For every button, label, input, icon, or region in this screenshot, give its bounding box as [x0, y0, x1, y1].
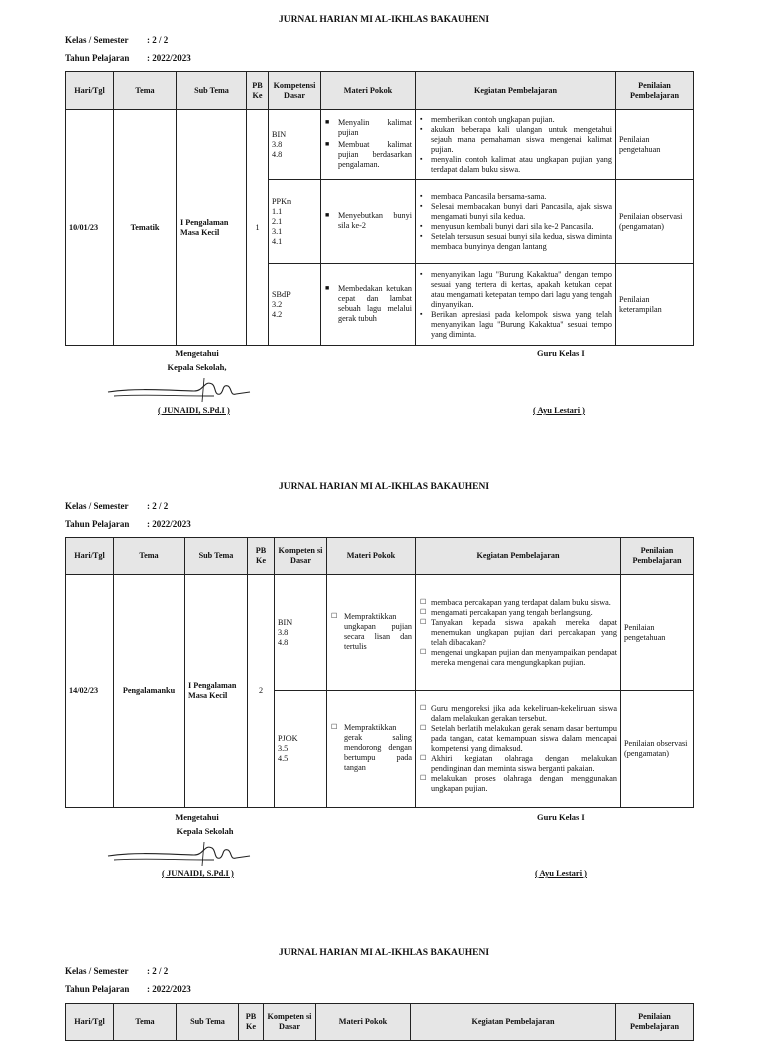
header-tema: Tema — [114, 72, 177, 110]
kelas-label: Kelas / Semester — [65, 35, 129, 45]
kegiatan-list — [419, 192, 612, 252]
list-item-text: Setelah tersusun sesuai bunyi sila kedua, siswa diminta membaca bunyinya dengan lantang — [431, 231, 612, 251]
tahun-pelajaran — [65, 519, 191, 529]
cell-kd — [275, 691, 327, 808]
list-item — [419, 232, 612, 252]
materi-list — [330, 723, 412, 773]
journal-title: JURNAL HARIAN MI AL-IKHLAS BAKAUHENI — [278, 948, 490, 958]
list-item — [419, 724, 617, 754]
bullet-icon: ▪ — [420, 201, 423, 210]
bullet-icon: ☐ — [420, 774, 427, 782]
kd-text: PJOK 3.5 4.5 — [278, 734, 298, 763]
header-pb: PB Ke — [247, 72, 269, 110]
header-penilaian: Penilaian Pembelajaran — [616, 72, 694, 110]
kepala-label: Kepala Sekolah, — [167, 362, 227, 372]
tahun-value: : 2022/2023 — [147, 53, 191, 63]
list-item — [324, 140, 412, 170]
header-penilaian: Penilaian Pembelajaran — [616, 1004, 694, 1041]
cell-materi — [327, 575, 416, 691]
list-item-text: Tanyakan kepada siswa apakah mereka dapat menemukan ungkapan pujian dari percakapan yang telah dibacakan? — [431, 617, 617, 647]
journal-title: JURNAL HARIAN MI AL-IKHLAS BAKAUHENI — [278, 15, 490, 25]
list-item — [330, 612, 412, 652]
header-kegiatan: Kegiatan Pembelajaran — [416, 72, 616, 110]
list-item — [419, 222, 612, 232]
cell-kegiatan — [416, 180, 616, 264]
bullet-icon: ▪ — [420, 269, 423, 278]
cell-kegiatan — [416, 110, 616, 180]
bullet-icon: ▪ — [420, 231, 423, 240]
bullet-icon: ☐ — [331, 611, 338, 620]
list-item — [419, 618, 617, 648]
list-item-text: mengamati percakapan yang tengah berlangsung. — [431, 607, 593, 617]
list-item-text: Selesai membacakan bunyi dari Pancasila, ajak siswa mengamati bunyi sila kedua. — [431, 201, 612, 221]
bullet-icon: ☐ — [420, 724, 427, 732]
bullet-icon: ☐ — [420, 704, 427, 712]
bullet-icon: ☐ — [420, 607, 427, 616]
tahun-value: : 2022/2023 — [147, 519, 191, 529]
list-item — [419, 202, 612, 222]
table-header-row — [66, 72, 694, 110]
kepala-label: Kepala Sekolah — [176, 826, 234, 836]
header-materi: Materi Pokok — [316, 1004, 411, 1041]
tahun-value: : 2022/2023 — [147, 984, 191, 994]
list-item-text: menyusun kembali bunyi dari sila ke-2 Pancasila. — [431, 221, 594, 231]
cell-tema: Tematik — [114, 110, 177, 346]
list-item — [419, 270, 612, 310]
cell-kegiatan — [416, 575, 621, 691]
cell-materi — [321, 110, 416, 180]
list-item-text: memberikan contoh ungkapan pujian. — [431, 114, 555, 124]
header-hari: Hari/Tgl — [66, 538, 114, 575]
header-kd: Kompeten si Dasar — [275, 538, 327, 575]
kelas-label: Kelas / Semester — [65, 501, 129, 511]
tahun-pelajaran — [65, 53, 191, 63]
header-tema: Tema — [114, 1004, 177, 1041]
cell-materi — [321, 180, 416, 264]
bullet-icon: ☐ — [420, 647, 427, 656]
list-item-text: membaca Pancasila bersama-sama. — [431, 191, 547, 201]
bullet-icon: ▪ — [420, 309, 423, 318]
bullet-icon: ▪ — [420, 124, 423, 133]
cell-kegiatan — [416, 264, 616, 346]
kepala-name: ( JUNAIDI, S.Pd.I ) — [158, 405, 230, 415]
guru-label: Guru Kelas I — [537, 348, 585, 358]
kelas-value: : 2 / 2 — [147, 501, 169, 511]
header-tema: Tema — [114, 538, 185, 575]
list-item-text: melakukan proses olahraga dengan menggunakan ungkapan pujian. — [431, 774, 617, 793]
cell-penilaian: Penilaian pengetahuan — [621, 575, 694, 691]
guru-name: ( Ayu Lestari ) — [535, 868, 588, 878]
tahun-label: Tahun Pelajaran — [65, 53, 130, 63]
list-item — [419, 774, 617, 794]
list-item — [419, 192, 612, 202]
list-item-text: akukan beberapa kali ulangan untuk mengetahui sejauh mana pemahaman siswa mengenai kalimat pujian. — [431, 124, 612, 154]
bullet-icon: ☐ — [420, 617, 427, 626]
list-item-text: Guru mengoreksi jika ada kekeliruan-kekeliruan siswa dalam melakukan gerakan tersebut. — [431, 704, 617, 723]
cell-hari: 10/01/23 — [66, 110, 114, 346]
list-item — [419, 648, 617, 668]
list-item — [419, 598, 617, 608]
guru-label: Guru Kelas I — [537, 812, 585, 822]
table-header-row — [66, 1004, 694, 1041]
cell-kd — [269, 264, 321, 346]
cell-materi — [327, 691, 416, 808]
bullet-icon: ☐ — [331, 723, 338, 731]
cell-kd — [269, 180, 321, 264]
signature-image — [104, 372, 254, 408]
table-header-row — [66, 538, 694, 575]
kegiatan-list — [419, 115, 612, 175]
list-item — [419, 115, 612, 125]
header-subtema: Sub Tema — [185, 538, 248, 575]
tahun-pelajaran — [65, 984, 191, 994]
cell-kd — [275, 575, 327, 691]
list-item-text: Menyalin kalimat pujian — [338, 117, 412, 137]
bullet-icon: ☐ — [420, 597, 427, 606]
cell-penilaian: Penilaian observasi (pengamatan) — [621, 691, 694, 808]
cell-kd — [269, 110, 321, 180]
journal-table — [65, 1003, 694, 1041]
list-item — [419, 704, 617, 724]
materi-list — [324, 284, 412, 324]
header-materi: Materi Pokok — [327, 538, 416, 575]
list-item-text: mengenai ungkapan pujian dan menyampaikan pendapat mereka mengenai cara mengungkapkan pujian. — [431, 647, 617, 667]
list-item — [324, 284, 412, 324]
bullet-icon: ▪ — [420, 154, 423, 163]
bullet-icon: ☐ — [420, 754, 427, 762]
mengetahui-label: Mengetahui — [175, 348, 219, 358]
journal-table — [65, 537, 694, 808]
kelas-value: : 2 / 2 — [147, 966, 169, 976]
header-materi: Materi Pokok — [321, 72, 416, 110]
table-row — [66, 575, 694, 691]
list-item-text: Mempraktikkan ungkapan pujian secara lisan dan tertulis — [344, 611, 412, 651]
bullet-icon: ■ — [325, 283, 330, 292]
header-hari: Hari/Tgl — [66, 72, 114, 110]
list-item-text: Mempraktikkan gerak saling mendorong dengan bertumpu pada tangan — [344, 723, 412, 772]
materi-list — [324, 118, 412, 170]
list-item-text: Akhiri kegiatan olahraga dengan melakukan pendinginan dan meminta siswa berganti pakaian. — [431, 754, 617, 773]
journal-table — [65, 71, 694, 346]
header-pb: PB Ke — [239, 1004, 264, 1041]
header-kegiatan: Kegiatan Pembelajaran — [411, 1004, 616, 1041]
kd-text: BIN 3.8 4.8 — [272, 129, 287, 159]
list-item — [330, 723, 412, 773]
header-penilaian: Penilaian Pembelajaran — [621, 538, 694, 575]
kelas-semester — [65, 501, 168, 511]
list-item-text: Menyebutkan bunyi sila ke-2 — [338, 210, 412, 230]
kegiatan-list — [419, 270, 612, 340]
cell-penilaian: Penilaian keterampilan — [616, 264, 694, 346]
cell-kegiatan — [416, 691, 621, 808]
table-row — [66, 110, 694, 180]
list-item-text: Membedakan ketukan cepat dan lambat sebuah lagu melalui gerak tubuh — [338, 283, 412, 323]
list-item-text: menyalin contoh kalimat atau ungkapan pujian yang terdapat dalam buku siswa. — [431, 154, 612, 174]
cell-pb: 1 — [247, 110, 269, 346]
cell-subtema: I Pengalaman Masa Kecil — [185, 575, 248, 808]
materi-list — [324, 211, 412, 231]
list-item — [324, 211, 412, 231]
cell-subtema: I Pengalaman Masa Kecil — [177, 110, 247, 346]
bullet-icon: ■ — [325, 210, 330, 219]
list-item-text: membaca percakapan yang terdapat dalam buku siswa. — [431, 597, 611, 607]
kegiatan-list — [419, 704, 617, 794]
header-subtema: Sub Tema — [177, 1004, 239, 1041]
kelas-semester — [65, 35, 168, 45]
header-subtema: Sub Tema — [177, 72, 247, 110]
header-pb: PB Ke — [248, 538, 275, 575]
tahun-label: Tahun Pelajaran — [65, 984, 130, 994]
kelas-semester — [65, 966, 168, 976]
list-item — [419, 754, 617, 774]
signature-image — [104, 836, 254, 872]
journal-title: JURNAL HARIAN MI AL-IKHLAS BAKAUHENI — [278, 482, 490, 492]
bullet-icon: ▪ — [420, 114, 423, 123]
materi-list — [330, 612, 412, 652]
kegiatan-list — [419, 598, 617, 668]
list-item-text: Membuat kalimat pujian berdasarkan pengalaman. — [338, 139, 412, 169]
bullet-icon: ▪ — [420, 191, 423, 200]
list-item — [419, 608, 617, 618]
guru-name: ( Ayu Lestari ) — [533, 405, 586, 415]
list-item — [324, 118, 412, 138]
mengetahui-label: Mengetahui — [175, 812, 219, 822]
cell-pb: 2 — [248, 575, 275, 808]
bullet-icon: ▪ — [420, 221, 423, 230]
header-kegiatan: Kegiatan Pembelajaran — [416, 538, 621, 575]
bullet-icon: ■ — [325, 117, 330, 126]
cell-penilaian: Penilaian observasi (pengamatan) — [616, 180, 694, 264]
cell-materi — [321, 264, 416, 346]
kd-text: PPKn 1.1 2.1 3.1 4.1 — [272, 196, 292, 246]
list-item-text: Setelah berlatih melakukan gerak senam dasar bertumpu pada tangan, catat kemampuan siswa dalam mencapai kompetensi yang dimaksud. — [431, 724, 617, 753]
list-item-text: menyanyikan lagu "Burung Kakaktua" dengan tempo sesuai yang tertera di kertas, apakah ketukan cepat atau mengamati ketepatan tempo dari lagu yang tengah dinyanyikan. — [431, 269, 612, 309]
kd-text: BIN 3.8 4.8 — [278, 617, 293, 647]
header-kd: Kompetensi Dasar — [269, 72, 321, 110]
kelas-value: : 2 / 2 — [147, 35, 169, 45]
list-item-text: Berikan apresiasi pada kelompok siswa yang telah menyanyikan lagu "Burung Kakaktua" sesuai tempo yang diminta. — [431, 309, 612, 339]
tahun-label: Tahun Pelajaran — [65, 519, 130, 529]
bullet-icon: ■ — [325, 139, 330, 148]
cell-penilaian: Penilaian pengetahuan — [616, 110, 694, 180]
list-item — [419, 155, 612, 175]
list-item — [419, 310, 612, 340]
kepala-name: ( JUNAIDI, S.Pd.I ) — [162, 868, 234, 878]
kd-text: SBdP 3.2 4.2 — [272, 289, 291, 319]
kelas-label: Kelas / Semester — [65, 966, 129, 976]
cell-tema: Pengalamanku — [114, 575, 185, 808]
cell-hari: 14/02/23 — [66, 575, 114, 808]
header-hari: Hari/Tgl — [66, 1004, 114, 1041]
header-kd: Kompeten si Dasar — [264, 1004, 316, 1041]
list-item — [419, 125, 612, 155]
